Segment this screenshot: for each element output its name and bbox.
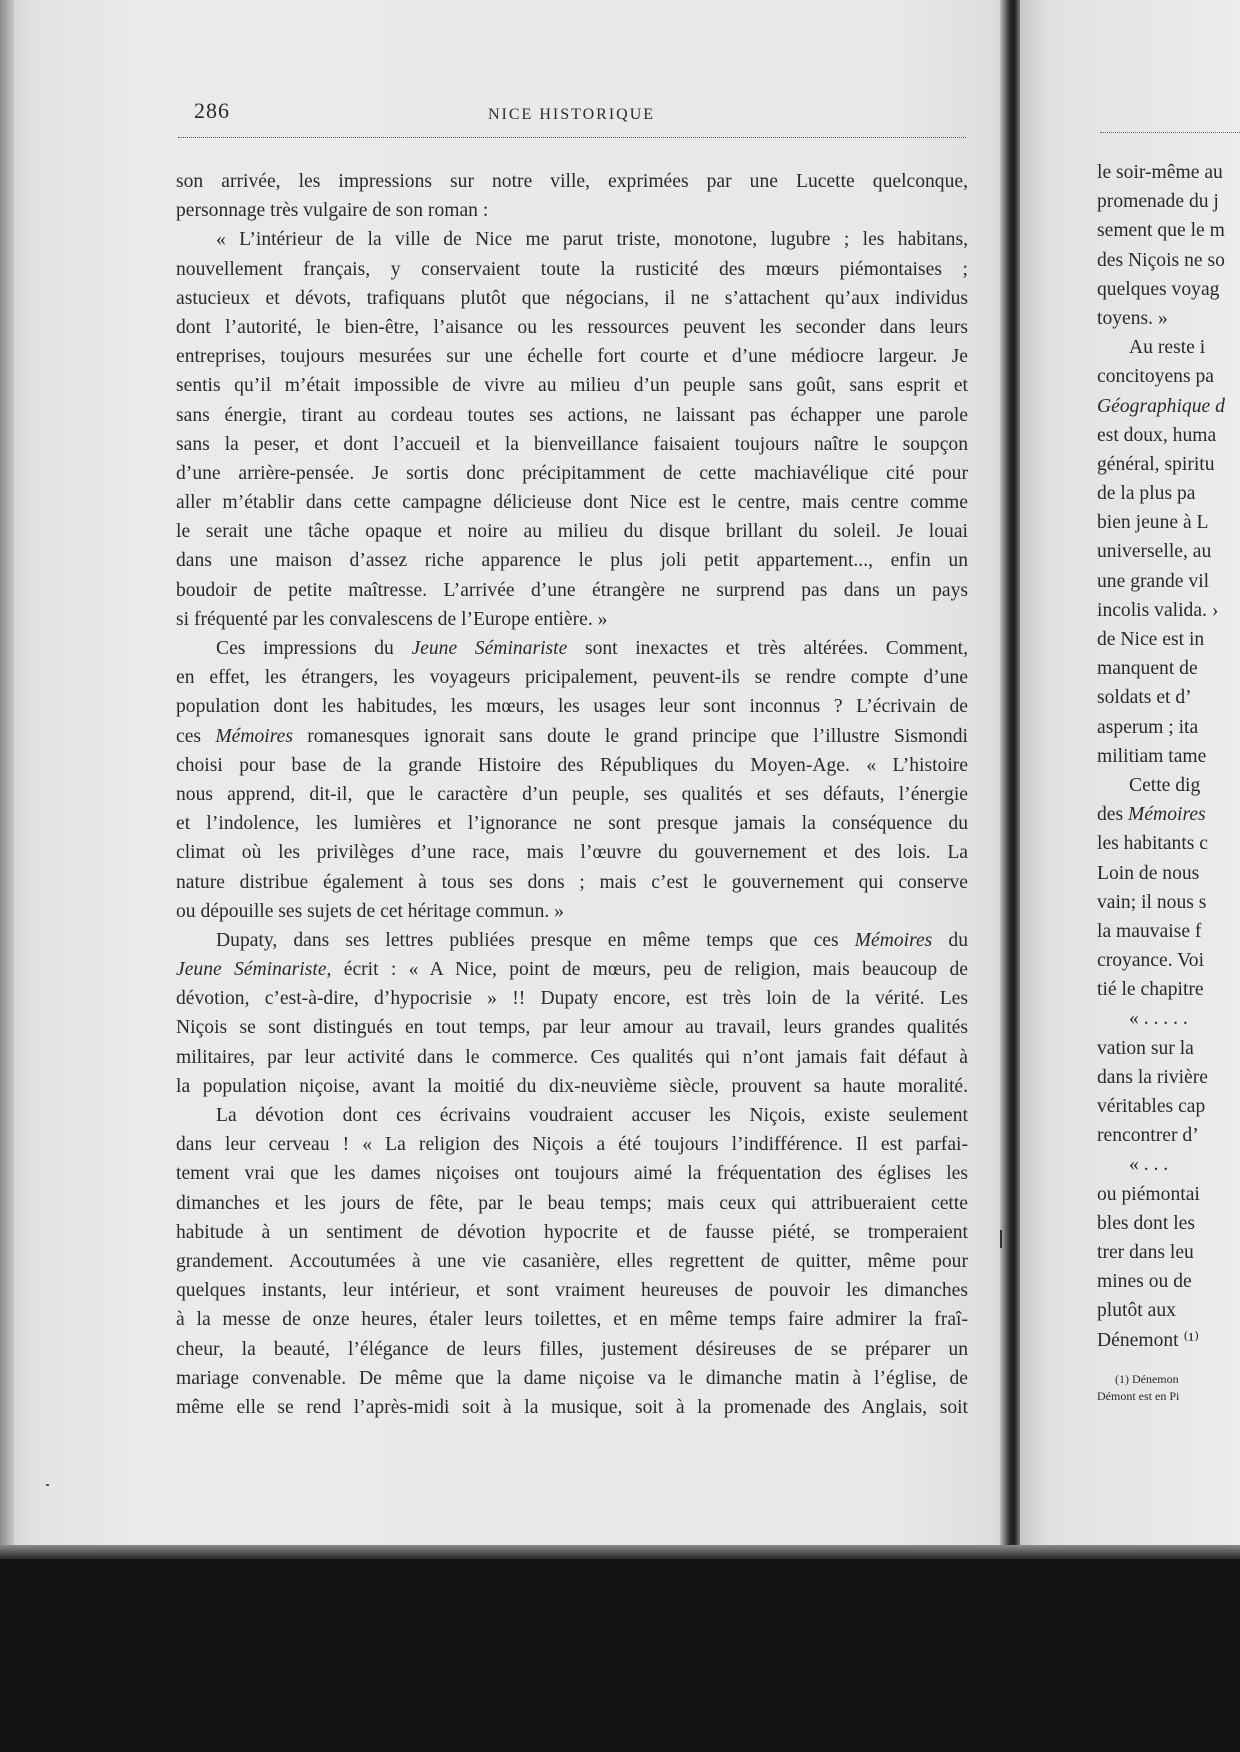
- body-line: Niçois se sont distingués en tout temps, par leur amour au travail, leurs grandes qualités: [176, 1017, 968, 1039]
- right-page-line: de Nice est in: [1097, 629, 1205, 650]
- italic-title: Mémoires: [1128, 804, 1206, 826]
- italic-title: Mémoires: [215, 725, 293, 747]
- italic-title: Mémoires: [854, 929, 933, 951]
- body-line: dans une maison d’assez riche apparence le plus joli petit appartement..., enfin un: [176, 550, 968, 572]
- page-bottom-edge: [0, 1545, 1240, 1559]
- body-line: militaires, par leur activité dans le commerce. Ces qualités qui n’ont jamais fait défaut à: [176, 1046, 968, 1068]
- right-page-line: toyens. »: [1097, 307, 1168, 329]
- body-line: d’une arrière-pensée. Je sortis donc précipitamment de cette machiavélique cité pour: [176, 462, 968, 484]
- right-page-text: [1097, 158, 1240, 1405]
- body-line: entreprises, toujours mesurées sur une échelle fort courte et d’une médiocre largeur. Je: [176, 346, 968, 368]
- page-mark: [1000, 1230, 1002, 1248]
- body-line: boudoir de petite maîtresse. L’arrivée d’une étrangère ne surprend pas dans un pays: [176, 579, 968, 601]
- body-line: ou dépouille ses sujets de cet héritage commun. »: [176, 900, 564, 922]
- page-number: 286: [194, 98, 230, 123]
- book-gutter: [1000, 0, 1022, 1550]
- body-line: nature distribue également à tous ses dons ; mais c’est le gouvernement qui conserve: [176, 871, 968, 893]
- body-line: ces Mémoires romanesques ignorait sans doute le grand principe que l’illustre Sismondi: [176, 725, 968, 747]
- body-line: et l’indolence, les lumières et l’ignorance ne sont presque jamais la conséquence du: [176, 813, 968, 835]
- right-page-line: des Mémoires: [1097, 804, 1206, 826]
- right-page-line: bles dont les: [1097, 1212, 1195, 1234]
- body-line: Jeune Séminariste, écrit : « A Nice, point de mœurs, peu de religion, mais beaucoup de: [176, 959, 968, 981]
- right-page-line: concitoyens pa: [1097, 366, 1214, 388]
- right-page-line: une grande vil: [1097, 570, 1210, 592]
- right-page-line: le soir-même au: [1097, 162, 1223, 183]
- right-page-line: militiam tame: [1097, 745, 1207, 767]
- body-line: Dupaty, dans ses lettres publiées presque en même temps que ces Mémoires du: [216, 929, 968, 951]
- body-line: même elle se rend l’après-midi soit à la musique, soit à la promenade des Anglais, soit: [176, 1396, 968, 1418]
- right-page-line: vation sur la: [1097, 1037, 1194, 1059]
- body-line: dévotion, c’est-à-dire, d’hypocrisie » !! Dupaty encore, est très loin de la vérité. Les: [176, 988, 968, 1010]
- body-line: dont l’autorité, le bien-être, l’aisance ou les ressources peuvent les seconder dans leurs: [176, 316, 968, 338]
- right-page-footnote: (1) Dénemon: [1115, 1371, 1179, 1386]
- body-line: son arrivée, les impressions sur notre ville, exprimées par une Lucette quelconque,: [176, 171, 968, 192]
- right-page-line: plutôt aux: [1097, 1300, 1176, 1322]
- body-line: personnage très vulgaire de son roman :: [176, 200, 489, 222]
- right-page-line: véritables cap: [1097, 1096, 1206, 1117]
- body-line: dimanches et les jours de fête, par le beau temps; mais ceux qui attribueraient cette: [176, 1192, 968, 1214]
- body-line: « L’intérieur de la ville de Nice me parut triste, monotone, lugubre ; les habitans,: [216, 229, 968, 251]
- right-page-line: des Niçois ne so: [1097, 249, 1225, 271]
- right-page-line: trer dans leu: [1097, 1241, 1194, 1263]
- right-page-header-rule: [1100, 132, 1240, 133]
- body-line: sans la peser, et dont l’accueil et la bienveillance faisaient toujours naître le soupçon: [176, 433, 968, 455]
- header-rule: [178, 137, 966, 138]
- right-page-line: Dénemont ⁽¹⁾: [1097, 1329, 1200, 1351]
- right-page-line: « . . . . .: [1129, 1008, 1188, 1030]
- body-line: mariage convenable. De même que la dame niçoise va le dimanche matin à l’église, de: [176, 1367, 968, 1389]
- right-page-line: croyance. Voi: [1097, 950, 1205, 972]
- right-page-line: les habitants c: [1097, 833, 1208, 855]
- scanner-background: [0, 1545, 1240, 1752]
- body-line: aller m’établir dans cette campagne délicieuse dont Nice est le centre, mais centre comme: [176, 492, 968, 514]
- right-page-line: quelques voyag: [1097, 278, 1220, 300]
- body-line: sentis qu’il m’était impossible de vivre au milieu d’un peuple sans goût, sans esprit et: [176, 375, 968, 397]
- right-page-line: tié le chapitre: [1097, 979, 1204, 1001]
- page-speck: [46, 1484, 49, 1486]
- body-line: population dont les habitudes, les mœurs, les usages leur sont inconnus ? L’écrivain de: [176, 696, 968, 718]
- italic-title: Jeune Séminariste: [176, 959, 327, 981]
- body-line: sans énergie, tirant au cordeau toutes ses actions, ne laissant pas échapper une parole: [176, 404, 968, 426]
- body-line: La dévotion dont ces écrivains voudraient accuser les Niçois, existe seulement: [216, 1105, 968, 1126]
- right-page-line: bien jeune à L: [1097, 512, 1209, 534]
- body-line: tement vrai que les dames niçoises ont toujours aimé la fréquentation des églises les: [176, 1163, 968, 1185]
- right-page-line: Cette dig: [1129, 774, 1201, 796]
- right-page-line: Géographique d: [1097, 395, 1225, 417]
- body-line: habitude à un sentiment de dévotion hypocrite et de fausse piété, se tromperaient: [176, 1221, 968, 1243]
- right-page-line: « . . .: [1129, 1154, 1169, 1176]
- body-line: grandement. Accoutumées à une vie casanière, elles regrettent de quitter, même pour: [176, 1250, 968, 1272]
- body-text: [176, 167, 968, 1422]
- right-page-line: universelle, au: [1097, 541, 1212, 563]
- body-line: si fréquenté par les convalescens de l’Europe entière. »: [176, 608, 608, 630]
- body-line: à la messe de onze heures, étaler leurs toilettes, et en même temps faire admirer la fraî-: [176, 1309, 968, 1331]
- body-line: le serait une tâche opaque et noire au milieu du disque brillant du soleil. Je louai: [176, 521, 968, 543]
- right-page-line: promenade du j: [1097, 191, 1219, 213]
- right-page-line: Loin de nous: [1097, 862, 1200, 884]
- right-page-line: la mauvaise f: [1097, 920, 1202, 942]
- body-line: nous apprend, dit-il, que le caractère d’un peuple, ses qualités et ses défauts, l’énergie: [176, 783, 968, 805]
- right-page-line: est doux, huma: [1097, 424, 1217, 446]
- right-page-line: sement que le m: [1097, 220, 1225, 242]
- left-page-edge: [0, 0, 14, 1545]
- right-page-line: Au reste i: [1129, 337, 1206, 359]
- right-page-line: asperum ; ita: [1097, 716, 1199, 738]
- right-page-line: manquent de: [1097, 658, 1198, 680]
- right-page-line: général, spiritu: [1097, 453, 1215, 475]
- body-line: en effet, les étrangers, les voyageurs pricipalement, peuvent-ils se rendre compte d’une: [176, 667, 968, 689]
- right-page-line: soldats et d’: [1097, 687, 1192, 709]
- body-line: astucieux et dévots, trafiquans plutôt que négocians, il ne s’attachent qu’aux individus: [176, 287, 968, 309]
- right-page-line: vain; il nous s: [1097, 891, 1207, 913]
- right-page-line: mines ou de: [1097, 1271, 1192, 1293]
- italic-title: Jeune Séminariste: [411, 638, 568, 659]
- right-page-line: rencontrer d’: [1097, 1125, 1199, 1147]
- body-line: la population niçoise, avant la moitié du dix-neuvième siècle, prouvent sa haute moralité.: [176, 1075, 968, 1097]
- body-line: dans leur cerveau ! « La religion des Niçois a été toujours l’indifférence. Il est parfai-: [176, 1134, 968, 1156]
- right-page-line: dans la rivière: [1097, 1066, 1208, 1088]
- body-line: nouvellement français, y conservaient toute la rusticité des mœurs piémontaises ;: [176, 258, 968, 280]
- right-page-line: ou piémontai: [1097, 1183, 1200, 1205]
- running-head: NICE HISTORIQUE: [488, 106, 656, 123]
- right-page-line: incolis valida. ›: [1097, 599, 1219, 621]
- right-page-footnote: Démont est en Pi: [1097, 1388, 1180, 1403]
- body-line: choisi pour base de la grande Histoire des Républiques du Moyen-Age. « L’histoire: [176, 754, 968, 776]
- body-line: Ces impressions du Jeune Séminariste sont inexactes et très altérées. Comment,: [216, 638, 968, 659]
- body-line: quelques instants, leur intérieur, et sont vraiment heureuses de pouvoir les dimanches: [176, 1280, 968, 1302]
- right-page-line: de la plus pa: [1097, 483, 1196, 505]
- body-line: climat où les privilèges d’une race, mais l’œuvre du gouvernement et des lois. La: [176, 842, 968, 864]
- body-line: cheur, la beauté, l’élégance de leurs filles, justement désireuses de se préparer un: [176, 1338, 968, 1360]
